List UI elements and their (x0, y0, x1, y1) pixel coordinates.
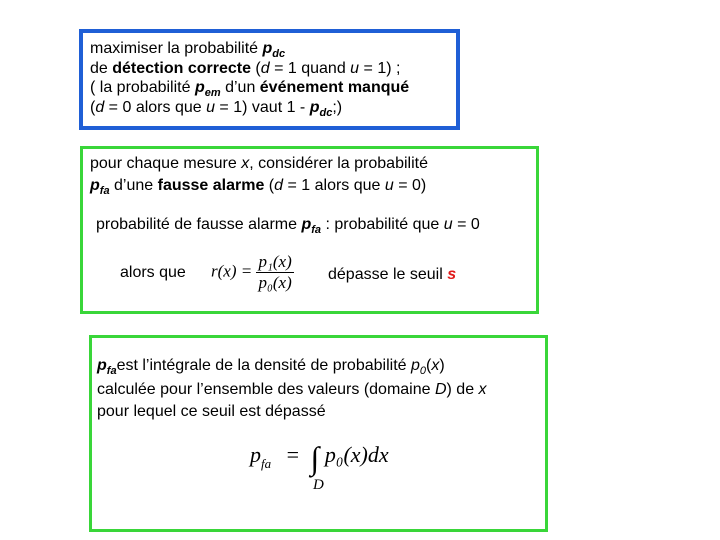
integral-box (89, 335, 548, 532)
box2-line-1: pour chaque mesure x, considérer la probabilité (90, 155, 428, 172)
box3-line-3: pour lequel ce seuil est dépassé (97, 403, 326, 420)
threshold-symbol: s (447, 266, 457, 283)
false-alarm-integral-formula: $p_{fa}$ = ∫ p₀(x)dx (250, 440, 389, 476)
box1-line-1: maximiser la probabilité $p_{dc}$ (90, 40, 286, 60)
threshold-text: dépasse le seuil s (328, 266, 457, 283)
box3-line-1: $p_{fa}est$ l’intégrale de la densité de probabilité $p_0(x)$ (97, 357, 445, 377)
likelihood-ratio-formula: r(x) = $\frac{\text{p₁(x)}}{\text{p₀(x)}}$ (211, 252, 292, 292)
maximize-detection-box (79, 29, 460, 130)
false-alarm-box (80, 146, 539, 314)
box2-line-2: $p_{fa}$ d’une fausse alarme (d = 1 alors que u = 0) (90, 177, 427, 197)
box1-line-3: ( la probabilité $p_{em}$ d’un événement manqué (90, 79, 410, 99)
box3-line-2: calculée pour l’ensemble des valeurs (domaine D) de x (97, 381, 487, 398)
ratio-fraction: $\frac{\text{p₁(x)}}{\text{p₀(x)}}$ (258, 252, 292, 292)
box1-line-2: de détection correcte (d = 1 quand u = 1) ; (90, 59, 401, 77)
integral-sign: ∫ (310, 440, 320, 476)
integral-domain: D (313, 477, 324, 493)
box1-line-4: (d = 0 alors que u = 1) vaut $1 - p_{dc}$;) (90, 98, 343, 119)
alors-que-label: alors que (120, 264, 186, 281)
box2-line-3: probabilité de fausse alarme $p_{fa}$ : probabilité que u = 0 (96, 216, 480, 236)
